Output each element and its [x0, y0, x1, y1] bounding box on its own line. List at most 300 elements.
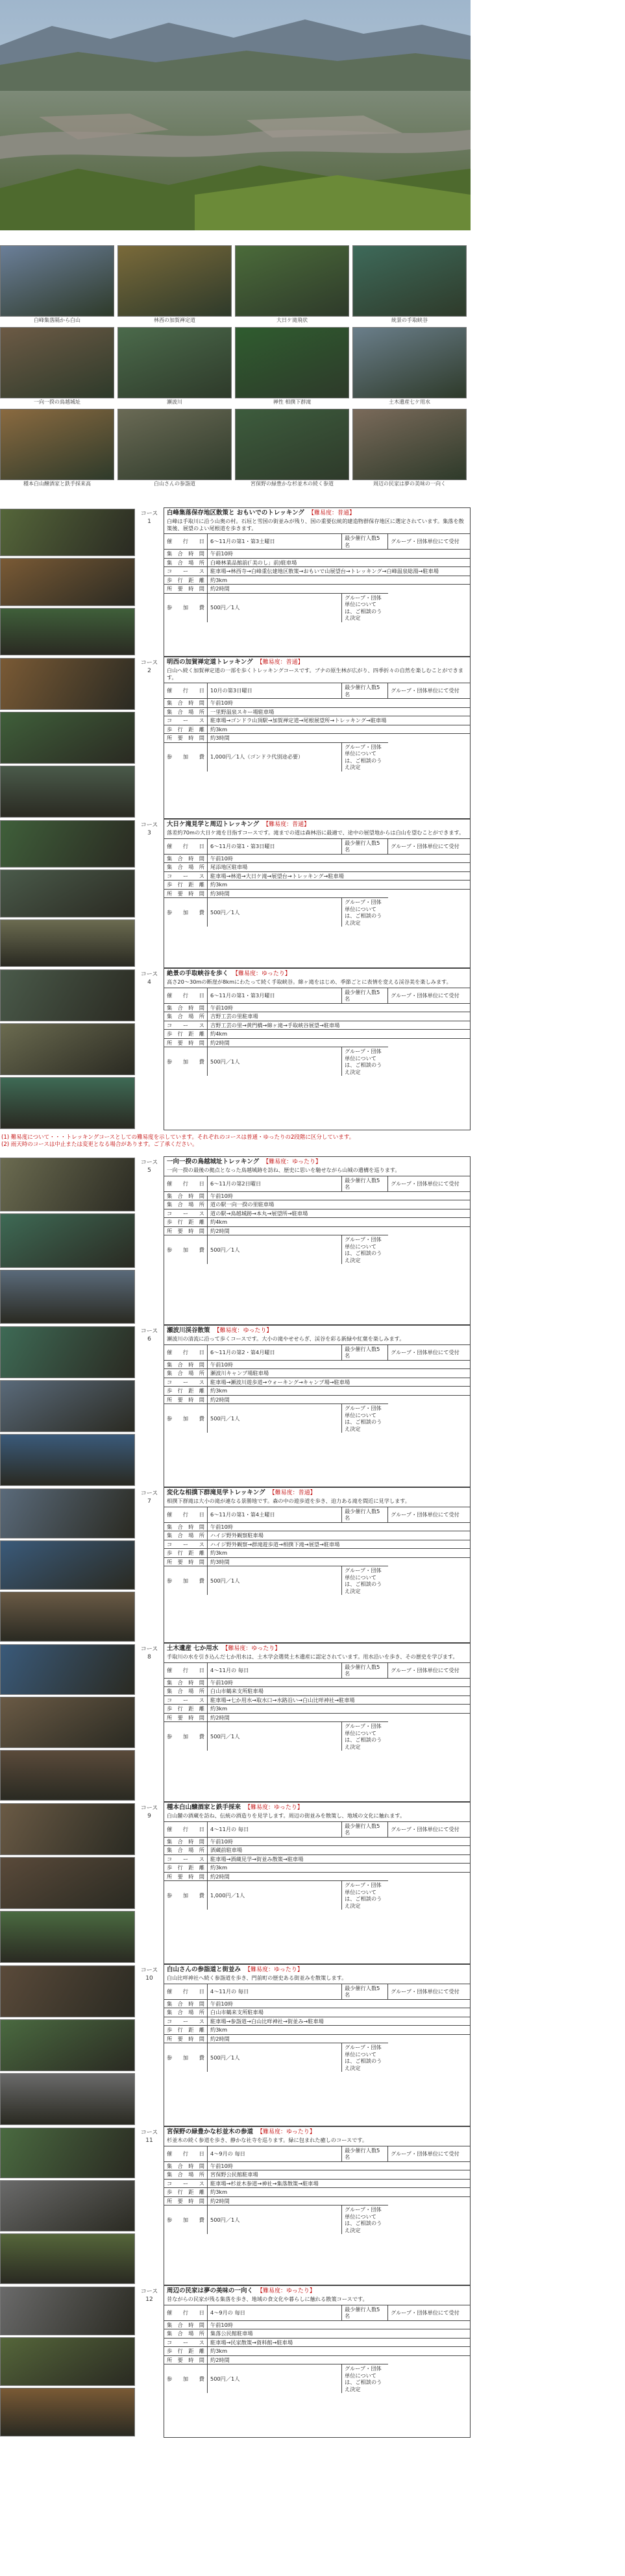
detail-row [164, 2347, 470, 2356]
detail-value: 500円／1人 [208, 593, 342, 622]
detail-value: 500円／1人 [208, 2043, 342, 2072]
course-number: コース 11 [140, 2130, 158, 2144]
course-detail-table [164, 1345, 470, 1433]
detail-row [164, 1881, 470, 1910]
detail-value: グループ・団体単位にて受付 [391, 1825, 460, 1832]
detail-value: 4〜11月の 毎日 [208, 1822, 342, 1838]
detail-row [164, 2034, 470, 2043]
course-title-row [164, 2286, 470, 2295]
course-detail-table [164, 1176, 470, 1265]
detail-label: 集合場所 [164, 1531, 208, 1540]
detail-label: 集合場所 [164, 2329, 208, 2339]
course-block [0, 657, 471, 819]
photo-row [0, 245, 471, 324]
detail-label: コ ー ス [164, 1378, 208, 1387]
detail-value: 白山市鶴来支所駐車場 [208, 2008, 471, 2017]
course-table [164, 819, 471, 968]
course-photos [0, 968, 135, 1130]
detail-row [164, 1395, 470, 1404]
detail-row [164, 1218, 470, 1227]
detail-value: 約2時間 [208, 1713, 471, 1722]
detail-row [164, 988, 470, 1004]
detail-row [164, 550, 470, 559]
course-detail-table [164, 2146, 470, 2235]
course-title: 一向一揆の鳥越城址トレッキング [167, 1158, 260, 1165]
detail-value: 約3時間 [208, 889, 471, 898]
course-detail-table [164, 683, 470, 772]
course-detail-table [164, 2305, 470, 2394]
course-number: コース 9 [140, 1805, 158, 1819]
detail-label: 集合場所 [164, 863, 208, 872]
detail-label: 集合場所 [164, 1012, 208, 1021]
difficulty-badge: 【難易度：ゆったり】 [245, 1804, 303, 1811]
course-detail-table [164, 1822, 470, 1910]
course-number: コース 1 [140, 511, 158, 525]
landscape-photo [235, 409, 349, 480]
course-description: 白山麓の酒蔵を訪ね、伝統の酒造りを見学します。周辺の街並みを散策し、地域の文化に触れます。 [164, 1812, 470, 1822]
photo-cell [117, 327, 232, 406]
course-photo [0, 1592, 135, 1642]
photo-cell [352, 409, 467, 488]
course-title-row [164, 1803, 470, 1812]
detail-value: 駐車場→民家散策→資料館→駐車場 [208, 2338, 471, 2347]
landscape-photo [0, 245, 114, 317]
detail-value: 約3km [208, 881, 471, 890]
difficulty-badge: 【難易度：普通】 [256, 659, 304, 666]
difficulty-badge: 【難易度：ゆったり】 [214, 1328, 273, 1334]
detail-label: 参 加 費 [164, 2205, 208, 2235]
detail-value: グループ・団体単位にて受付 [391, 1987, 460, 1995]
detail-value: グループ・団体単位にて受付 [391, 1511, 460, 1518]
detail-value: 駐車場→林西寺→白峰重伝建地区散策→おもいで山展望台→トレッキング→白峰温泉総湯→駐車場 [208, 567, 471, 576]
difficulty-badge: 【難易度：ゆったり】 [222, 1646, 281, 1652]
detail-value: 6〜11月の第2・第4月曜日 [208, 1345, 342, 1361]
detail-label: 集合場所 [164, 1687, 208, 1696]
detail-value: 6〜11月の第1・第3月曜日 [208, 988, 342, 1004]
detail-value: グループ・団体単位にて受付 [391, 538, 460, 545]
course-title-row [164, 969, 470, 978]
detail-row [164, 1678, 470, 1687]
detail-value: 駐車場→酒蔵見学→街並み散策→駐車場 [208, 1854, 471, 1864]
course-description: 杉並木の続く参道を歩き、静かな社寺を巡ります。緑に包まれた癒しのコースです。 [164, 2136, 470, 2146]
detail-value: 10月の第3日曜日 [208, 683, 342, 699]
detail-value: グループ・団体単位については、ご相談のうえ決定 [342, 2043, 388, 2072]
detail-row [164, 1695, 470, 1705]
detail-label: 歩行距離 [164, 2347, 208, 2356]
detail-row [164, 1663, 470, 1679]
detail-value: 午前10時 [208, 1191, 471, 1200]
detail-value: 午前10時 [208, 1837, 471, 1846]
course-description: 高さ20〜30mの断崖が8kmにわたって続く手取峡谷。綿ヶ滝をはじめ、季節ごとに表情を変える渓谷美を楽しみます。 [164, 978, 470, 988]
detail-row [164, 1846, 470, 1855]
detail-label: 最少催行人数5名 [342, 988, 388, 1004]
detail-row [164, 699, 470, 708]
course-title: 大日ケ滝見学と周辺トレッキング [167, 821, 260, 828]
detail-value: 道の駅→鳥越城跡→本丸→展望所→駐車場 [208, 1209, 471, 1218]
detail-label: 催行日 [164, 2146, 208, 2162]
course-photos [0, 819, 135, 968]
detail-label: 所要時間 [164, 734, 208, 743]
detail-row [164, 1872, 470, 1881]
difficulty-badge: 【難易度：普通】 [308, 510, 355, 516]
detail-row [164, 1713, 470, 1722]
detail-value: 約3時間 [208, 1557, 471, 1566]
course-table [164, 968, 471, 1130]
course-title: 宮保野の緑豊かな杉並木の参道 [167, 2128, 254, 2135]
course-table [164, 2126, 471, 2285]
detail-row [164, 1387, 470, 1396]
detail-value: 約3km [208, 2026, 471, 2035]
course-number: コース 4 [140, 971, 158, 986]
detail-value: 午前10時 [208, 1360, 471, 1369]
course-block [0, 507, 471, 657]
detail-row [164, 1209, 470, 1218]
detail-label: 催行日 [164, 988, 208, 1004]
course-title-row [164, 1488, 470, 1497]
detail-value: 500円／1人 [208, 1047, 342, 1076]
detail-value: 6〜11月の第2日曜日 [208, 1176, 342, 1192]
detail-value: 瀬波川キャンプ場駐車場 [208, 1369, 471, 1378]
course-number: コース 3 [140, 822, 158, 836]
landscape-photo [352, 245, 467, 317]
detail-label: 集合時間 [164, 1003, 208, 1012]
detail-label: 歩行距離 [164, 1387, 208, 1396]
detail-label: 集合場所 [164, 1200, 208, 1209]
course-detail-table [164, 988, 470, 1076]
detail-value: グループ・団体単位については、ご相談のうえ決定 [342, 1404, 388, 1433]
photo-caption: 土木遺産七ケ用水 [389, 399, 430, 405]
detail-label: 所要時間 [164, 1557, 208, 1566]
course-title: 絶景の手取峡谷を歩く [167, 970, 229, 977]
course-photo [0, 2287, 135, 2335]
detail-value: 約3km [208, 576, 471, 585]
detail-row [164, 871, 470, 881]
detail-label: 最少催行人数5名 [342, 1345, 388, 1361]
detail-label: 集合場所 [164, 558, 208, 567]
detail-label: 集合時間 [164, 550, 208, 559]
detail-value: 午前10時 [208, 1678, 471, 1687]
photo-cell [117, 245, 232, 324]
detail-value: 500円／1人 [208, 2364, 342, 2394]
detail-value: 500円／1人 [208, 1722, 342, 1751]
detail-label: 最少催行人数5名 [342, 1984, 388, 2000]
detail-row [164, 707, 470, 716]
detail-row [164, 558, 470, 567]
photo-caption: 一向一揆の鳥越城址 [34, 399, 80, 405]
photo-cell [0, 409, 114, 488]
detail-value: 約3km [208, 1549, 471, 1558]
detail-value: 4〜9月の 毎日 [208, 2146, 342, 2162]
detail-row [164, 734, 470, 743]
detail-label: 集合時間 [164, 1837, 208, 1846]
detail-value: グループ・団体単位にて受付 [391, 991, 460, 999]
course-number: コース 2 [140, 660, 158, 674]
detail-row [164, 2188, 470, 2197]
photo-gallery [0, 245, 471, 491]
course-number: コース 6 [140, 1328, 158, 1343]
detail-label: 参 加 費 [164, 2364, 208, 2394]
course-photo [0, 1965, 135, 2017]
landscape-photo [352, 409, 467, 480]
detail-row [164, 2179, 470, 2188]
detail-row [164, 2196, 470, 2205]
detail-value: グループ・団体単位については、ご相談のうえ決定 [342, 1722, 388, 1751]
difficulty-badge: 【難易度：普通】 [269, 1490, 316, 1496]
detail-label: 参 加 費 [164, 1047, 208, 1076]
detail-row [164, 1235, 470, 1265]
detail-row [164, 1507, 470, 1523]
detail-row [164, 2320, 470, 2329]
photo-row [0, 327, 471, 406]
course-photo [0, 558, 135, 605]
detail-value: 4〜11月の 毎日 [208, 1984, 342, 2000]
course-photo [0, 1380, 135, 1432]
course-table [164, 1964, 471, 2126]
course-title-row [164, 1157, 470, 1166]
difficulty-badge: 【難易度：ゆったり】 [232, 971, 291, 977]
detail-row [164, 1360, 470, 1369]
detail-row [164, 1200, 470, 1209]
course-photo [0, 1540, 135, 1590]
detail-value: 約3km [208, 2188, 471, 2197]
detail-value: 約3km [208, 1387, 471, 1396]
detail-label: 最少催行人数5名 [342, 683, 388, 699]
detail-label: 催行日 [164, 1663, 208, 1679]
course-photo [0, 1697, 135, 1747]
detail-value: 500円／1人 [208, 1235, 342, 1265]
detail-label: 所要時間 [164, 585, 208, 594]
course-title-row [164, 2127, 470, 2136]
detail-value: グループ・団体単位にて受付 [391, 842, 460, 849]
detail-row [164, 2329, 470, 2339]
detail-row [164, 1003, 470, 1012]
detail-label: 集合時間 [164, 1678, 208, 1687]
course-number: コース 8 [140, 1646, 158, 1660]
course-table [164, 1643, 471, 1802]
detail-row [164, 1557, 470, 1566]
detail-row [164, 2161, 470, 2170]
photo-caption: 統景の手取峡谷 [391, 317, 428, 323]
detail-row [164, 567, 470, 576]
detail-label: 集合場所 [164, 1369, 208, 1378]
course-photo [0, 1213, 135, 1267]
detail-value: グループ・団体単位にて受付 [391, 1348, 460, 1355]
detail-value: 午前10時 [208, 550, 471, 559]
course-detail-table [164, 1507, 470, 1596]
course-block [0, 1964, 471, 2126]
detail-value: グループ・団体単位については、ご相談のうえ決定 [342, 1235, 388, 1265]
detail-label: 所要時間 [164, 1395, 208, 1404]
detail-value: 駐車場→瀬波川遊歩道→ウォーキング→キャンプ場→駐車場 [208, 1378, 471, 1387]
detail-value: 約2時間 [208, 585, 471, 594]
detail-label: 集合時間 [164, 1191, 208, 1200]
detail-row [164, 1854, 470, 1864]
detail-value: 約2時間 [208, 1226, 471, 1235]
detail-label: 参 加 費 [164, 1404, 208, 1433]
detail-value: 約4km [208, 1030, 471, 1039]
detail-label: コ ー ス [164, 716, 208, 725]
photo-cell [352, 245, 467, 324]
detail-label: 催行日 [164, 683, 208, 699]
detail-value: グループ・団体単位については、ご相談のうえ決定 [342, 593, 388, 622]
detail-row [164, 2355, 470, 2364]
difficulty-badge: 【難易度：ゆったり】 [263, 1159, 322, 1165]
detail-row [164, 1687, 470, 1696]
detail-row [164, 889, 470, 898]
detail-value: 一里野温泉スキー場駐車場 [208, 707, 471, 716]
course-photos [0, 1643, 135, 1802]
course-photo [0, 2180, 135, 2231]
difficulty-badge: 【難易度：ゆったり】 [245, 1967, 303, 1973]
detail-value: 約2時間 [208, 1038, 471, 1047]
detail-label: 参 加 費 [164, 742, 208, 772]
detail-value: 約3km [208, 1864, 471, 1873]
course-description: 白山へ続く加賀禅定道の一部を歩くトレッキングコースです。ブナの原生林が広がり、四季折々の自然を楽しむことができます。 [164, 666, 470, 683]
detail-label: 最少催行人数5名 [342, 1663, 388, 1679]
detail-label: 催行日 [164, 1984, 208, 2000]
detail-label: 催行日 [164, 2305, 208, 2321]
detail-label: 歩行距離 [164, 1030, 208, 1039]
detail-row [164, 1864, 470, 1873]
detail-row [164, 1369, 470, 1378]
course-title-row [164, 508, 470, 517]
detail-row [164, 1984, 470, 2000]
detail-row [164, 2146, 470, 2162]
detail-value: 駐車場→七か用水→取水口→水路沿い→白山比咩神社→駐車場 [208, 1695, 471, 1705]
detail-label: 最少催行人数5名 [342, 1507, 388, 1523]
detail-row [164, 742, 470, 772]
photo-caption: 林西の加賀禅定道 [154, 317, 195, 323]
detail-value: グループ・団体単位にて受付 [391, 687, 460, 694]
course-detail-table [164, 1663, 470, 1751]
detail-row [164, 854, 470, 863]
detail-label: 歩行距離 [164, 1705, 208, 1714]
detail-label: 歩行距離 [164, 576, 208, 585]
photo-caption: 白峰集落隔から白山 [34, 317, 80, 323]
course-photo [0, 1077, 135, 1129]
course-title: 白峰集落保存地区散策と おもいでのトレッキング [167, 509, 304, 516]
difficulty-badge: 【難易度：ゆったり】 [257, 2288, 315, 2294]
detail-label: 所要時間 [164, 889, 208, 898]
detail-label: 集合時間 [164, 1999, 208, 2008]
detail-row [164, 683, 470, 699]
course-block [0, 1643, 471, 1802]
detail-value: 午前10時 [208, 2161, 471, 2170]
detail-value: 約3km [208, 725, 471, 734]
detail-value: 午前10時 [208, 1999, 471, 2008]
detail-row [164, 593, 470, 622]
course-photo [0, 1434, 135, 1486]
detail-label: 歩行距離 [164, 2026, 208, 2035]
course-description: 白峰は手取川に沿う山奥の村。石垣と雪国の街並みが残り、国の重要伝統的建造物群保存地区に選定されています。集落を散策後、展望のよい尾根道を歩きます。 [164, 517, 470, 534]
course-photo [0, 1803, 135, 1855]
course-photo [0, 658, 135, 710]
course-photo [0, 1911, 135, 1963]
detail-value: グループ・団体単位については、ご相談のうえ決定 [342, 1881, 388, 1910]
landscape-photo [117, 327, 232, 398]
course-title-row [164, 1644, 470, 1653]
detail-label: 歩行距離 [164, 2188, 208, 2197]
course-title: 周辺の民家は夢の美味の一向く [167, 2287, 254, 2294]
detail-label: 催行日 [164, 1822, 208, 1838]
detail-value: 午前10時 [208, 2320, 471, 2329]
course-photo [0, 1270, 135, 1324]
detail-label: コ ー ス [164, 1209, 208, 1218]
course-photo [0, 2128, 135, 2178]
detail-row [164, 1837, 470, 1846]
detail-row [164, 576, 470, 585]
detail-label: コ ー ス [164, 2017, 208, 2026]
course-title: 種本白山醸酒家と鉄手採来 [167, 1804, 241, 1811]
detail-label: コ ー ス [164, 871, 208, 881]
detail-label: 催行日 [164, 1345, 208, 1361]
landscape-photo [235, 327, 349, 398]
detail-label: 歩行距離 [164, 725, 208, 734]
course-photo [0, 1488, 135, 1538]
course-photos [0, 1325, 135, 1487]
course-photo [0, 2233, 135, 2284]
detail-value: グループ・団体単位にて受付 [391, 1666, 460, 1673]
course-block [0, 1156, 471, 1325]
photo-cell [0, 327, 114, 406]
detail-label: 集合時間 [164, 699, 208, 708]
detail-row [164, 1345, 470, 1361]
photo-caption: 白山さんの参詣道 [154, 481, 195, 487]
detail-label: 最少催行人数5名 [342, 839, 388, 855]
detail-label: 集合時間 [164, 1522, 208, 1531]
photo-cell [0, 245, 114, 324]
course-title-row [164, 1326, 470, 1335]
detail-label: 集合場所 [164, 2008, 208, 2017]
course-table [164, 1325, 471, 1487]
course-block [0, 2126, 471, 2285]
detail-value: 約2時間 [208, 2355, 471, 2364]
detail-label: 所要時間 [164, 1038, 208, 1047]
detail-row [164, 725, 470, 734]
course-photos [0, 1964, 135, 2126]
detail-label: 参 加 費 [164, 1566, 208, 1596]
photo-cell [352, 327, 467, 406]
course-table [164, 2285, 471, 2438]
course-number: コース 10 [140, 1967, 158, 1982]
detail-value: グループ・団体単位にて受付 [391, 1180, 460, 1187]
course-block [0, 968, 471, 1130]
detail-row [164, 1549, 470, 1558]
detail-label: 歩行距離 [164, 1864, 208, 1873]
course-description: 落差約70mの大日ケ滝を目指すコースです。滝までの道は森林浴に最適で、途中の展望地からは白山を望むことができます。 [164, 829, 470, 839]
detail-row [164, 1378, 470, 1387]
detail-label: 歩行距離 [164, 881, 208, 890]
detail-value: グループ・団体単位については、ご相談のうえ決定 [342, 1566, 388, 1596]
detail-label: 所要時間 [164, 1872, 208, 1881]
course-photo [0, 969, 135, 1021]
note-line: (1) 難易度について・・・トレッキングコースとしての難易度を示しています。それぞれのコースは普通・ゆったりの2段階に区分しています。 [1, 1134, 355, 1141]
detail-value: 駐車場→杉並木参道→神社→集落散策→駐車場 [208, 2179, 471, 2188]
detail-label: 歩行距離 [164, 1218, 208, 1227]
course-number: コース 5 [140, 1160, 158, 1174]
course-description: 相撲下群滝は大小の滝が連なる景勝地です。森の中の遊歩道を歩き、迫力ある滝を間近に見学します。 [164, 1497, 470, 1507]
detail-value: グループ・団体単位にて受付 [391, 2309, 460, 2316]
detail-label: 催行日 [164, 1176, 208, 1192]
detail-value: 6〜11月の第1・第3土曜日 [208, 534, 342, 550]
detail-row [164, 585, 470, 594]
detail-row [164, 1021, 470, 1030]
course-detail-table [164, 534, 470, 622]
detail-value: 尾添地区駐車場 [208, 863, 471, 872]
course-description: 昔ながらの民家が残る集落を歩き、地域の食文化や暮らしに触れる散策コースです。 [164, 2295, 470, 2305]
course-table [164, 507, 471, 657]
course-photo [0, 2388, 135, 2436]
